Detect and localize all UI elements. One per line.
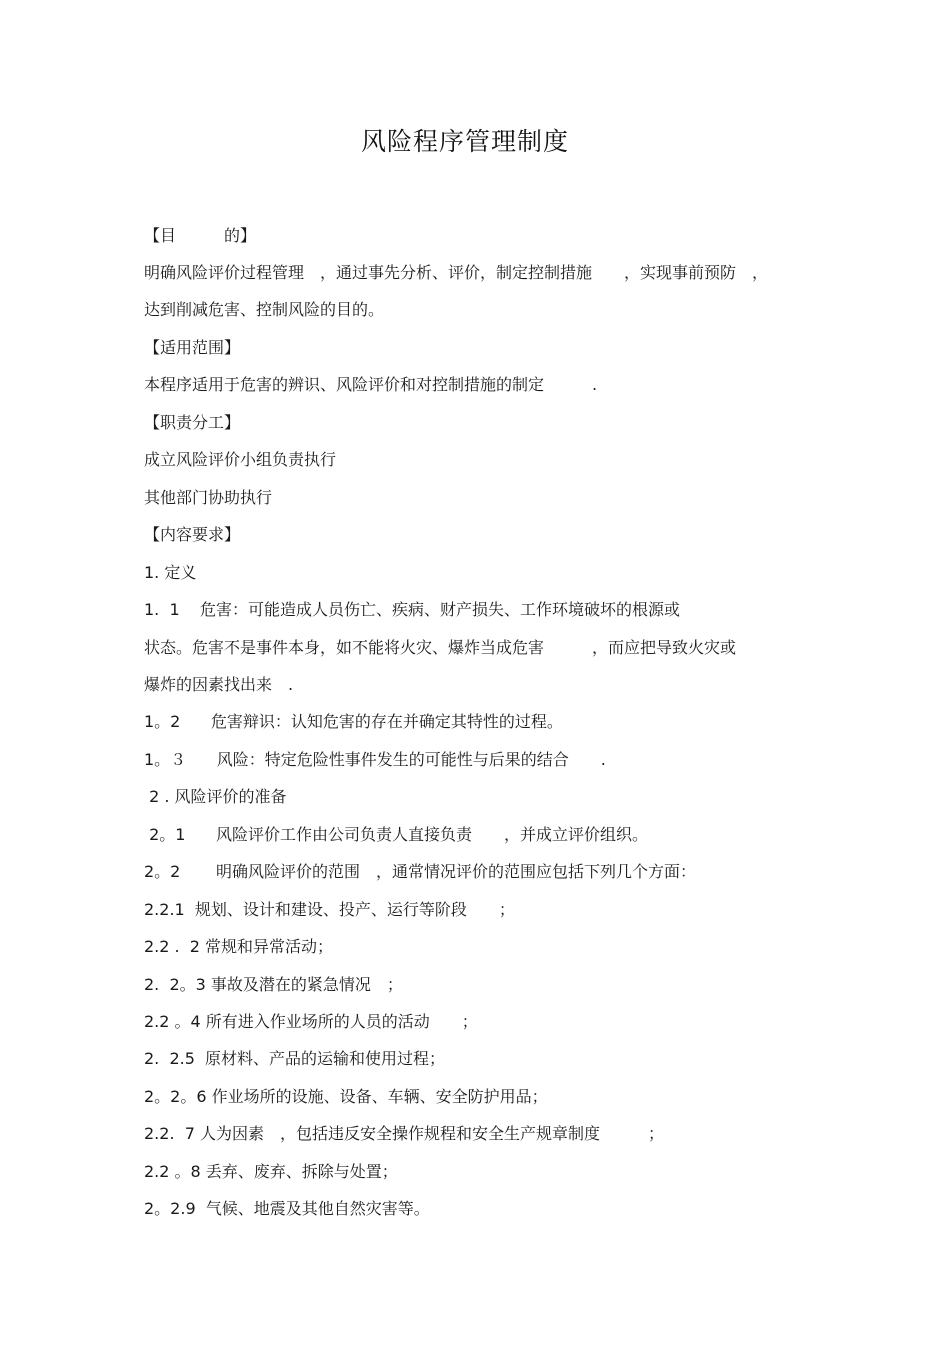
- numbered-item: 1。2 危害辩识：认知危害的存在并确定其特性的过程。: [144, 712, 563, 731]
- paragraph-line: 达到削减危害、控制风险的目的。: [144, 300, 385, 319]
- numbered-item: 1. 1 危害：可能造成人员伤亡、疾病、财产损失、工作环境破坏的根源或: [144, 600, 680, 619]
- numbered-heading: 1. 定义: [144, 563, 197, 582]
- section-heading-requirements: 【内容要求】: [144, 525, 241, 544]
- paragraph-line: 爆炸的因素找出来 .: [144, 675, 294, 694]
- numbered-subitem: 2.2.1 规划、设计和建设、投产、运行等阶段 ；: [144, 900, 515, 919]
- numbered-item: 2。1 风险评价工作由公司负责人直接负责 ，并成立评价组织。: [144, 825, 648, 844]
- section-heading-purpose: 【目 的】: [144, 226, 257, 245]
- numbered-item: 2。2 明确风险评价的范围 ，通常情况评价的范围应包括下列几个方面：: [144, 862, 696, 881]
- paragraph-line: 状态。危害不是事件本身，如不能将火灾、爆炸当成危害 ，而应把导致火灾或: [144, 638, 737, 657]
- document-title: 风险程序管理制度: [360, 127, 569, 156]
- numbered-heading: 2 . 风险评价的准备: [144, 787, 287, 806]
- paragraph-line: 成立风险评价小组负责执行: [144, 450, 337, 469]
- numbered-subitem: 2.2 。8 丢弃、废弃、拆除与处置；: [144, 1162, 398, 1181]
- paragraph-line: 本程序适用于危害的辨识、风险评价和对控制措施的制定 .: [144, 375, 598, 394]
- paragraph-line: 明确风险评价过程管理 ，通过事先分析、评价，制定控制措施 ，实现事前预防 ，: [144, 263, 769, 282]
- section-heading-responsibilities: 【职责分工】: [144, 413, 241, 432]
- numbered-subitem: 2.2 . 2 常规和异常活动；: [144, 937, 334, 956]
- numbered-subitem: 2.2 。4 所有进入作业场所的人员的活动 ；: [144, 1012, 478, 1031]
- numbered-item: 1。３ 风险：特定危险性事件发生的可能性与后果的结合 .: [144, 750, 606, 769]
- numbered-subitem: 2。2。6 作业场所的设施、设备、车辆、安全防护用品；: [144, 1087, 548, 1106]
- numbered-subitem: 2。2.9 气候、地震及其他自然灾害等。: [144, 1199, 430, 1218]
- paragraph-line: 其他部门协助执行: [144, 488, 273, 507]
- numbered-subitem: 2.2. 7 人为因素 ，包括违反安全操作规程和安全生产规章制度 ；: [144, 1124, 664, 1143]
- section-heading-scope: 【适用范围】: [144, 338, 241, 357]
- numbered-subitem: 2. 2.5 原材料、产品的运输和使用过程；: [144, 1049, 446, 1068]
- numbered-subitem: 2. 2。3 事故及潜在的紧急情况 ；: [144, 975, 403, 994]
